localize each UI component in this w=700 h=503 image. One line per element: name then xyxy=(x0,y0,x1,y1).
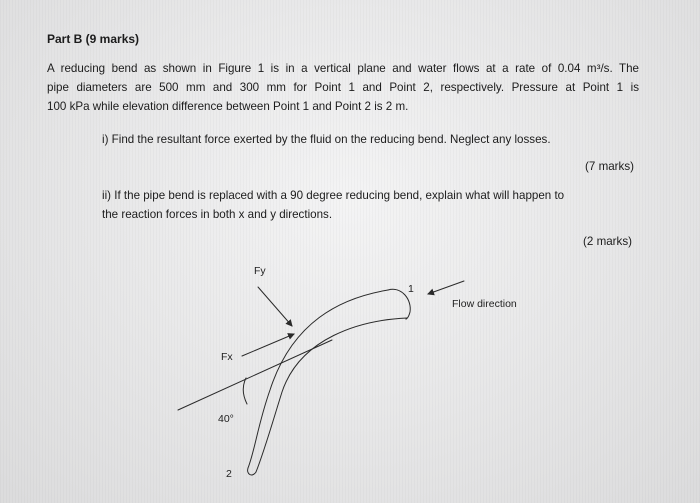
fy-arrow xyxy=(258,287,292,326)
point-1-label: 1 xyxy=(408,283,414,295)
fy-label: Fy xyxy=(254,265,266,277)
angle-label: 40° xyxy=(218,413,234,425)
paragraph-line-2: pipe diameters are 500 mm and 300 mm for Point 1 and Point 2, respectively. Pressure at Point 1 is xyxy=(47,81,639,94)
pipe-inner-edge xyxy=(256,318,407,472)
fx-arrow xyxy=(242,334,294,356)
fx-label: Fx xyxy=(221,351,233,363)
inlet-end xyxy=(388,289,410,319)
question-i-marks: (7 marks) xyxy=(585,160,634,173)
section-heading: Part B (9 marks) xyxy=(47,32,140,46)
paragraph-line-3: 100 kPa while elevation difference between Point 1 and Point 2 is 2 m. xyxy=(47,100,409,113)
question-i-text: i) Find the resultant force exerted by the fluid on the reducing bend. Neglect any losses. xyxy=(102,133,551,146)
question-ii-marks: (2 marks) xyxy=(583,235,632,248)
question-ii-line-2: the reaction forces in both x and y directions. xyxy=(102,208,333,221)
pipe-outer-edge xyxy=(248,290,388,468)
point-2-label: 2 xyxy=(226,468,232,480)
paragraph-line-1: A reducing bend as shown in Figure 1 is in a vertical plane and water flows at a rate of 0.04 m³/s. The xyxy=(47,62,639,75)
angle-arc xyxy=(243,378,247,404)
flow-direction-arrow xyxy=(428,281,464,294)
flow-direction-label: Flow direction xyxy=(452,298,517,310)
question-ii-line-1: ii) If the pipe bend is replaced with a 90 degree reducing bend, explain what will happen to xyxy=(102,189,565,202)
outlet-end xyxy=(248,468,256,475)
